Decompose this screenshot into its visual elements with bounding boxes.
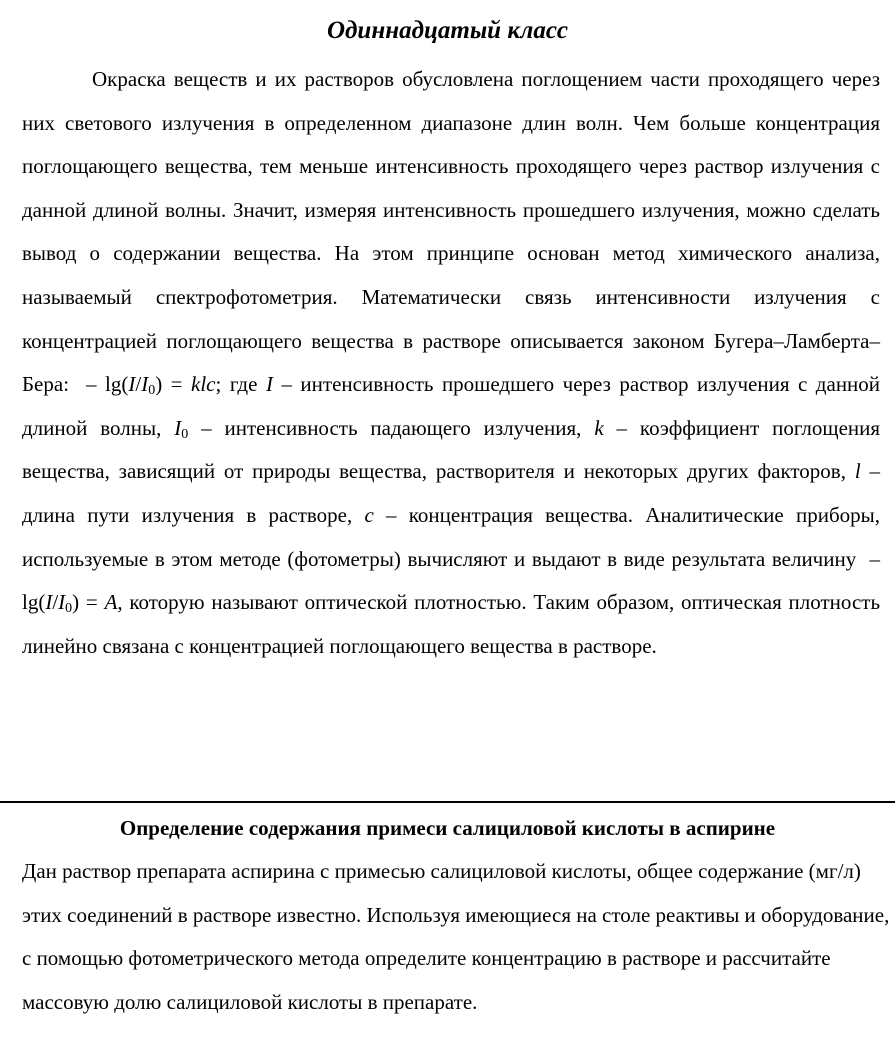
intro-text: – концентрация вещества. Аналитические приборы, используемые в этом методе (фотометры) вычисляют и выдают в виде результата величину bbox=[22, 502, 880, 571]
intro-text: – длина пути излучения в растворе, bbox=[22, 459, 881, 527]
optical-density-formula: – $\lg(I/I_0) = A$, bbox=[22, 546, 881, 617]
variable-i: I bbox=[265, 372, 273, 397]
section-divider bbox=[0, 801, 895, 803]
intro-text: – коэффициент поглощения вещества, зависящий от природы вещества, растворителя и некоторых других факторов, bbox=[22, 415, 881, 484]
page-title: Одиннадцатый класс bbox=[326, 17, 569, 44]
intro-text: где bbox=[229, 372, 258, 397]
variable-c: c bbox=[364, 502, 374, 527]
section-title: Определение содержания примеси салициловой кислоты в аспирине bbox=[119, 816, 776, 840]
intro-text: – интенсивность падающего излучения, bbox=[201, 415, 582, 440]
intro-paragraph bbox=[22, 58, 880, 668]
variable-l: l bbox=[854, 459, 861, 484]
task-paragraph: Дан раствор препарата аспирина с примесью салициловой кислоты, общее содержание (мг/л) этих соединений в растворе известно. Используя имеющиеся на столе реактивы и оборудование, с помощью фотометрического метода определите концентрацию в растворе и рассчитайте массовую долю салициловой кислоты в препарате. bbox=[22, 859, 890, 1014]
law-formula-rendered: – $\lg(I/I_0)$ = klc; bbox=[77, 372, 222, 399]
variable-k: k bbox=[594, 415, 604, 440]
intro-text: которую называют оптической плотностью. Таким образом, оптическая плотность линейно связана с концентрацией поглощающего вещества в растворе. bbox=[22, 590, 881, 658]
intro-text: Окраска веществ и их растворов обусловлена поглощением части проходящего через них светового излучения в определенном диапазоне длин волн. Чем больше концентрация поглощающего вещества, тем меньше интенсивность проходящего через раствор излучения с данной длиной волны. Значит, измеряя интенсивность прошедшего излучения, можно сделать вывод о содержании вещества. На этом принципе основан метод химического анализа, называемый спектрофотометрия. Математически связь интенсивности излучения с концентрацией поглощающего вещества в растворе описывается законом Бугера–Ламберта–Бера: bbox=[22, 67, 880, 397]
intro-text: – интенсивность прошедшего через раствор излучения с данной длиной волны, bbox=[22, 372, 881, 440]
variable-i0: $I_0$ bbox=[174, 415, 189, 442]
